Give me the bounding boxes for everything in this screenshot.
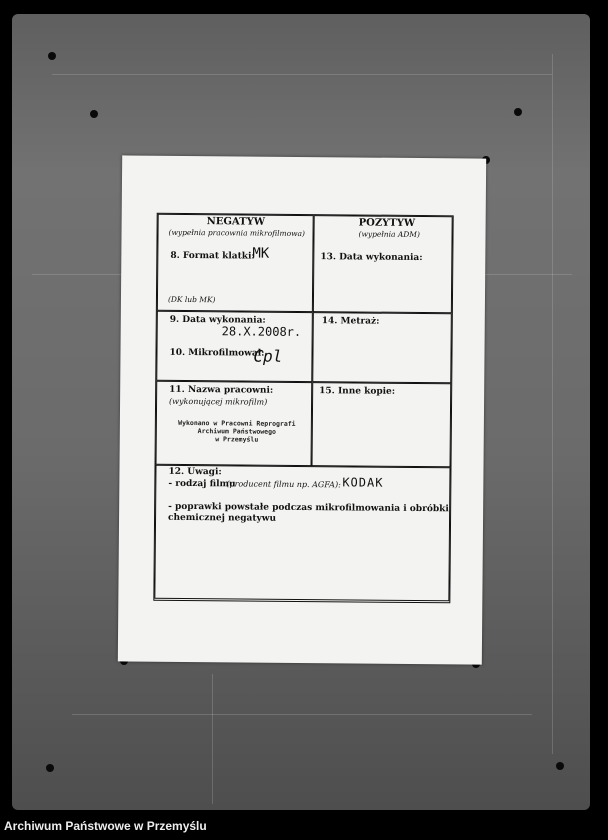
footer-bar <box>0 812 608 840</box>
cell-format <box>157 214 314 312</box>
cell-lab <box>156 381 313 466</box>
footer-caption: Archiwum Państwowe w Przemyślu <box>4 819 207 833</box>
remarks-label: 12. Uwagi: <box>168 466 222 478</box>
pozytyw-date-label: 13. Data wykonania: <box>320 252 423 264</box>
negatyw-date-label: 9. Data wykonania: <box>169 314 266 326</box>
lab-label: 11. Nazwa pracowni: <box>169 384 274 396</box>
film-type-label: - rodzaj filmu <box>168 478 236 490</box>
format-value: MK <box>252 245 270 262</box>
registration-dot <box>48 52 56 60</box>
registration-dot <box>90 110 98 118</box>
cell-date-pozytyw <box>313 215 453 313</box>
cell-copies <box>312 382 452 467</box>
registration-dot <box>514 108 522 116</box>
cell-remarks <box>154 465 450 602</box>
format-hint: (DK lub MK) <box>167 294 216 305</box>
registration-dot <box>556 762 564 770</box>
form-sheet <box>118 155 486 664</box>
stamp-line: Wykonano w Pracowni Reprografi <box>178 418 296 428</box>
lab-hint: (wykonującej mikrofilm) <box>169 396 268 407</box>
cell-length <box>312 312 452 383</box>
copies-label: 15. Inne kopie: <box>319 386 396 397</box>
pozytyw-subtitle: (wypełnia ADM) <box>358 229 420 240</box>
length-label: 14. Metraż: <box>321 316 380 327</box>
lab-stamp <box>169 419 305 444</box>
negatyw-date-value: 28.X.2008r. <box>221 324 302 339</box>
stamp-line: Archiwum Państwowego <box>197 427 276 436</box>
remarks-note-line-2: chemicznej negatywu <box>168 512 277 524</box>
negatyw-subtitle: (wypełnia pracownia mikrofilmowa) <box>168 227 306 239</box>
operator-signature: Cpl <box>253 346 283 366</box>
remarks-note-line-1: - poprawki powstałe podczas mikrofilmowania i obróbki <box>168 501 449 515</box>
pozytyw-title: POZYTYW <box>358 217 416 229</box>
registration-dot <box>46 764 54 772</box>
metadata-form <box>153 213 453 604</box>
cell-date-negatyw <box>156 311 313 382</box>
film-type-hint: (producent filmu np. AGFA): <box>226 479 341 490</box>
format-label: 8. Format klatki: <box>170 250 255 262</box>
negatyw-title: NEGATYW <box>206 216 266 228</box>
operator-label: 10. Mikrofilmował: <box>169 347 265 359</box>
film-type-value: KODAK <box>342 475 384 490</box>
stamp-line: w Przemyślu <box>215 435 259 444</box>
